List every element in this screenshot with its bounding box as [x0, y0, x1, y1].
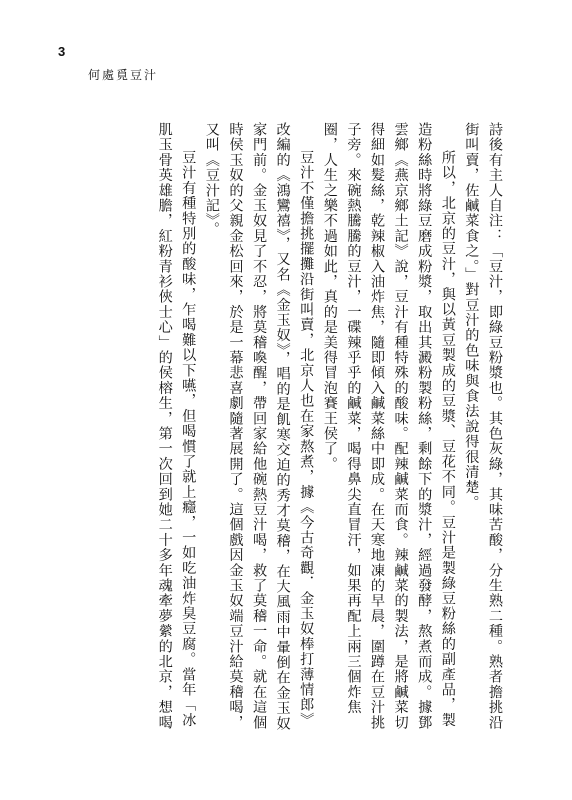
page-number: 3	[58, 44, 66, 59]
paragraph-2: 所以，北京的豆汁，與以黃豆製成的豆漿、豆花不同。豆汁是製綠豆粉絲的副產品，製造粉絲時將綠豆磨成粉漿，取出其澱粉製粉絲，剩餘下的漿汁，經過發酵，熬煮而成。據鄧雲鄉《燕京鄉土記》說，豆汁有種特殊的酸味。配辣鹹菜而食。辣鹹菜的製法，是將鹹菜切得細如髮絲，乾辣椒入油炸焦，隨即傾入鹹菜絲中即成。在天寒地凍的早晨，圍蹲在豆汁挑子旁。來碗熱騰騰的豆汁，一碟辣乎乎的鹹菜，喝得鼻尖直冒汗，如果再配上兩三個炸焦圈，人生之樂不過如此，真的是美得冒泡賽王侯了。	[321, 122, 456, 730]
paragraph-1: 詩後有主人自注：「豆汁，即綠豆粉漿也。其色灰綠，其味苦酸，分生熟二種。熟者擔挑沿街叫賣，佐鹹菜食之。」對豆汁的色味與食法說得很清楚。	[463, 122, 503, 730]
body-text	[46, 122, 506, 742]
paragraph-4: 豆汁有種特別的酸味，乍喝難以下嚥，但喝慣了就上癮，一如吃油炸臭豆腐。當年「冰肌玉骨英雄膽，紅粉青衫俠士心」的侯榕生，第一次回到她二十多年魂牽夢縈的北京，想喝	[156, 122, 197, 730]
paragraph-3: 豆汁不僅擔挑擺攤沿街叫賣，北京人也在家熬煮，據《今古奇觀．金玉奴棒打薄情郎》改編的《鴻鸞禧》，又名《金玉奴》，唱的是飢寒交迫的秀才莫稽，在大風雨中暈倒在金玉奴家門前。金玉奴見了不忍，將莫稽喚醒，帶回家給他碗熱豆汁喝，救了莫稽一命。就在這個時侯玉奴的父親金松回來，於是一幕悲喜劇隨著展開了。這個戲因金玉奴端豆汁給莫稽喝，又叫《豆汁記》。	[203, 122, 315, 731]
running-title: 何處覓豆汁	[88, 68, 159, 82]
